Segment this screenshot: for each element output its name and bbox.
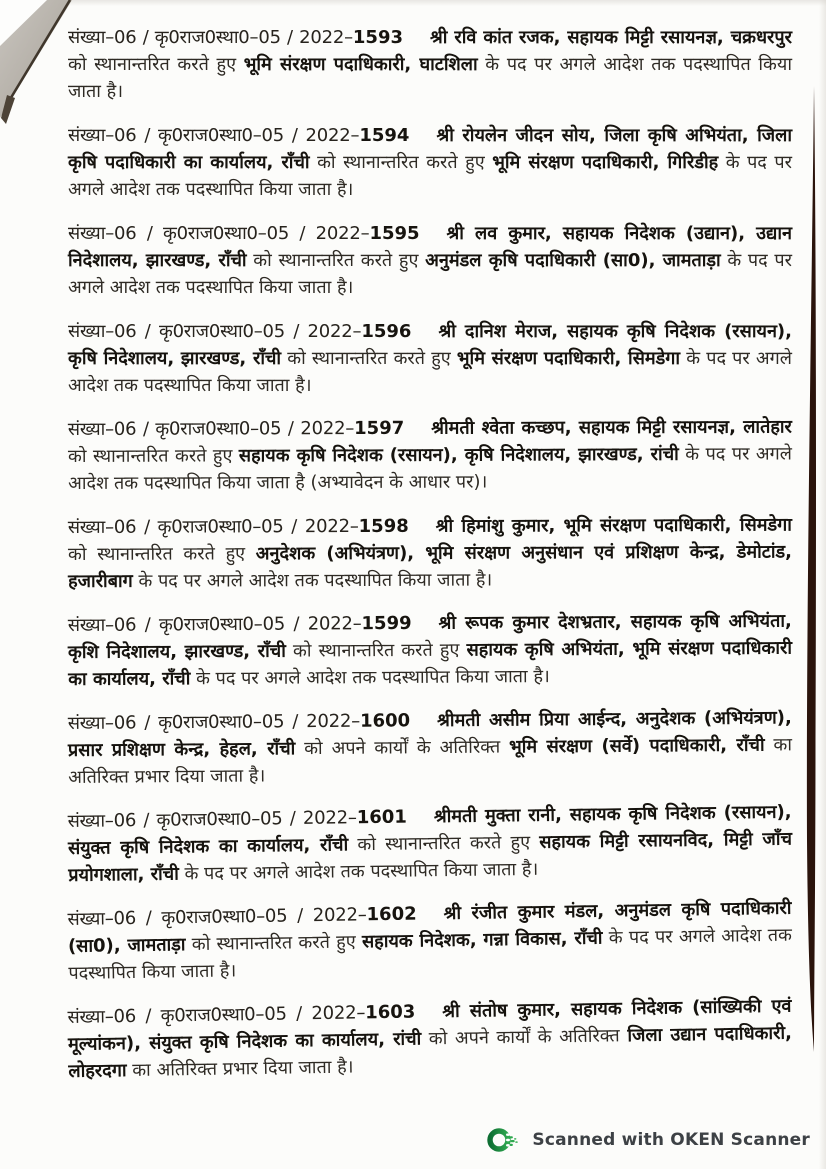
entry-text-segment: के पद पर अगले आदेश तक पदस्थापित किया जाता है। (190, 666, 550, 690)
entry-text-segment: अनुमंडल कृषि पदाधिकारी (सा0), जामताड़ा (425, 250, 721, 271)
entry-text-segment: को स्थानान्तरित करते हुए (67, 543, 256, 565)
transfer-order-entry (68, 24, 792, 105)
transfer-order-entry (68, 704, 793, 791)
entry-text-segment: श्री रवि कांत रजक, सहायक मिट्टी रसायनज्ञ, चक्रधरपुर (430, 27, 792, 48)
entry-text-segment: श्री दानिश मेराज, सहायक कृषि निदेशक (रसायन), कृषि निदेशालय, झारखण्ड, राँची (68, 321, 792, 369)
entry-reference-number: संख्या–06 / कृ0राज0स्था0–05 / 2022–1595 (68, 223, 420, 244)
entry-reference-number: संख्या–06 / कृ0राज0स्था0–05 / 2022–1602 (67, 903, 417, 931)
entry-text-segment: अनुदेशक (अभियंत्रण), भूमि संरक्षण अनुसंधान एवं प्रशिक्षण केन्द्र, डेमोटांड, हजारीबाग (68, 541, 793, 592)
entry-reference-number: संख्या–06 / कृ0राज0स्था0–05 / 2022–1601 (67, 806, 408, 833)
entry-reference-number: संख्या–06 / कृ0राज0स्था0–05 / 2022–1600 (67, 710, 411, 735)
scanner-footer-label: Scanned with OKEN Scanner (532, 1130, 810, 1150)
transfer-order-entry (68, 318, 792, 399)
entry-text-segment: श्री रोयलेन जीदन सोय, जिला कृषि अभियंता, जिला कृषि पदाधिकारी का कार्यालय, राँची (68, 125, 793, 173)
entry-reference-number: संख्या–06 / कृ0राज0स्था0–05 / 2022–1593 (68, 27, 404, 48)
entry-text-segment: का अतिरिक्त प्रभार दिया जाता है। (68, 734, 793, 788)
entry-text-segment: श्री हिमांशु कुमार, भूमि संरक्षण पदाधिकारी, सिमडेगा (435, 514, 792, 537)
transfer-order-entry (68, 608, 792, 693)
order-entries (68, 24, 792, 1102)
entry-text-segment: सहायक कृषि अभियंता, भूमि संरक्षण पदाधिकारी का कार्यालय, राँची (68, 637, 793, 690)
transfer-order-entry (67, 799, 792, 889)
scan-crease-line (794, 0, 826, 1169)
scanner-footer (0, 1111, 826, 1169)
transfer-order-entry (68, 511, 792, 595)
entry-reference-number: संख्या–06 / कृ0राज0स्था0–05 / 2022–1599 (67, 612, 412, 637)
entry-text-segment: के पद पर अगले आदेश तक पदस्थापित किया जाता है। (68, 250, 792, 298)
entry-text-segment: को स्थानान्तरित करते हुए (285, 639, 467, 662)
entry-text-segment: को स्थानान्तरित करते हुए (246, 250, 426, 271)
entry-text-segment: को स्थानान्तरित करते हुए (309, 152, 493, 173)
entry-reference-number: संख्या–06 / कृ0राज0स्था0–05 / 2022–1596 (68, 321, 412, 342)
entry-text-segment: भूमि संरक्षण पदाधिकारी, घाटशिला (243, 54, 478, 75)
entry-text-segment: श्री संतोष कुमार, सहायक निदेशक (सांख्यिकी एवं मूल्यांकन), संयुक्त कृषि निदेशक का कार्यालय, रांची (67, 995, 792, 1055)
entry-text-segment: के पद पर अगले आदेश तक पदस्थापित किया जाता है (अभ्यावेदन के आधार पर)। (68, 443, 793, 494)
entry-text-segment: श्री रंजीत कुमार मंडल, अनुमंडल कृषि पदाधिकारी (सा0), जामताड़ा (67, 897, 792, 957)
oken-scanner-logo (487, 1127, 521, 1153)
entry-text-segment: श्री रूपक कुमार देशभ्रतार, सहायक कृषि अभियंता, कृशि निदेशालय, झारखण्ड, राँची (67, 610, 792, 663)
entry-text-segment: श्रीमती मुक्ता रानी, सहायक कृषि निदेशक (रसायन), संयुक्त कृषि निदेशक का कार्यालय, राँची (67, 801, 792, 859)
entry-text-segment: के पद पर अगले आदेश तक पदस्थापित किया जाता है। (68, 152, 792, 200)
entry-text-segment: भूमि संरक्षण पदाधिकारी, गिरिडीह (492, 152, 719, 173)
entry-text-segment: को अपने कार्यों के अतिरिक्त (421, 1025, 628, 1050)
entry-text-segment: को स्थानान्तरित करते हुए (348, 831, 540, 856)
entry-text-segment: के पद पर अगले आदेश तक पदस्थापित किया जाता है। (68, 348, 792, 396)
entry-text-segment: श्रीमती श्वेता कच्छप, सहायक मिट्टी रसायनज्ञ, लातेहार (431, 416, 792, 439)
transfer-order-entry (68, 413, 792, 497)
entry-text-segment: श्रीमती असीम प्रिया आईन्द, अनुदेशक (अभियंत्रण), प्रसार प्रशिक्षण केन्द्र, हेहल, राँची (67, 707, 792, 761)
entry-reference-number: संख्या–06 / कृ0राज0स्था0–05 / 2022–1594 (68, 125, 410, 146)
entry-text-segment: जिला उद्यान पदाधिकारी, लोहरदगा (68, 1022, 793, 1082)
transfer-order-entry (68, 220, 792, 301)
entry-text-segment: के पद पर अगले आदेश तक पदस्थापित किया जाता है। (68, 54, 792, 102)
transfer-order-entry (68, 122, 792, 203)
entry-text-segment: भूमि संरक्षण पदाधिकारी, सिमडेगा (456, 348, 681, 369)
entry-text-segment: के पद पर अगले आदेश तक पदस्थापित किया जाता है। (178, 858, 539, 885)
entry-reference-number: संख्या–06 / कृ0राज0स्था0–05 / 2022–1603 (67, 1001, 416, 1029)
transfer-order-entry (67, 895, 792, 987)
entry-text-segment: के पद पर अगले आदेश तक पदस्थापित किया जाता है। (132, 569, 493, 592)
entry-text-segment: का अतिरिक्त प्रभार दिया जाता है। (126, 1056, 354, 1082)
transfer-order-entry (67, 993, 792, 1085)
entry-text-segment: को स्थानान्तरित करते हुए (185, 931, 363, 956)
entry-text-segment: के पद पर अगले आदेश तक पदस्थापित किया जाता है। (68, 924, 793, 984)
entry-text-segment: को स्थानान्तरित करते हुए (281, 348, 457, 369)
entry-text-segment: को स्थानान्तरित करते हुए (68, 54, 244, 75)
entry-text-segment: सहायक निदेशक, गन्ना विकास, राँची (361, 927, 603, 953)
entry-text-segment: सहायक कृषि निदेशक (रसायन), कृषि निदेशालय, झारखण्ड, रांची (238, 443, 679, 467)
entry-text-segment: भूमि संरक्षण (सर्वे) पदाधिकारी, राँची (508, 734, 765, 758)
entry-reference-number: संख्या–06 / कृ0राज0स्था0–05 / 2022–1597 (67, 417, 405, 441)
entry-text-segment: को अपने कार्यों के अतिरिक्त (295, 736, 510, 760)
entry-text-segment: श्री लव कुमार, सहायक निदेशक (उद्यान), उद्यान निदेशालय, झारखण्ड, राँची (68, 223, 792, 271)
entry-text-segment: को स्थानान्तरित करते हुए (67, 445, 239, 467)
entry-text-segment: सहायक मिट्टी रसायनविद, मिट्टी जाँच प्रयोगशाला, राँची (68, 828, 793, 886)
entry-reference-number: संख्या–06 / कृ0राज0स्था0–05 / 2022–1598 (67, 515, 409, 539)
